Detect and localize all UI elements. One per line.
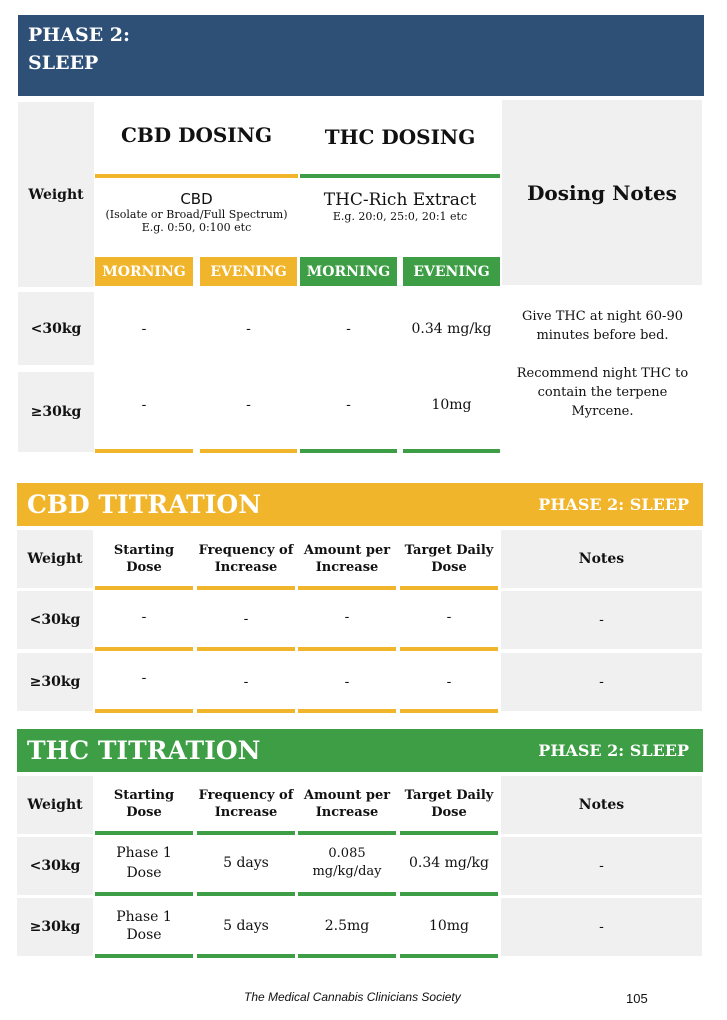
cbd-product-sub: (Isolate or Broad/Full Spectrum) — [105, 208, 288, 221]
cbd-row-2-notes: - — [501, 653, 702, 711]
phase-header-line1: PHASE 2: — [28, 24, 131, 46]
cbd-titration-title: CBD TITRATION — [27, 490, 262, 519]
thc-row-1-start: Phase 1 Dose — [116, 845, 172, 881]
cbd-product-eg: E.g. 0:50, 0:100 etc — [141, 221, 252, 234]
dosing-weight-header: Weight — [18, 102, 94, 287]
thc-morning-header: MORNING — [300, 257, 397, 286]
thc-product-eg: E.g. 20:0, 25:0, 20:1 etc — [332, 210, 468, 223]
thc-row-2-notes: - — [501, 898, 702, 956]
cbd-row-1-notes: - — [501, 591, 702, 649]
thc-titration-title: THC TITRATION — [27, 736, 261, 765]
cbd-header-bar — [298, 586, 396, 590]
thc-row-1-weight: <30kg — [17, 837, 93, 895]
cbd-header-bar — [95, 586, 193, 590]
cbd-row-bar — [298, 709, 396, 713]
thc-row-bar — [197, 954, 295, 958]
cbd-col-starting-dose: Starting Dose — [113, 543, 175, 575]
page-number: 105 — [626, 991, 648, 1006]
thc-header-bar — [197, 831, 295, 835]
thc-row-1-amount: 0.085 mg/kg/day — [312, 846, 382, 879]
thc-row-bar — [298, 954, 396, 958]
thc-header-bar — [95, 831, 193, 835]
cbd-row-2-weight: ≥30kg — [17, 653, 93, 711]
cbd-row-bar — [400, 709, 498, 713]
cbd-row-1-freq: - — [243, 611, 249, 627]
cbd-row-2-freq: - — [243, 674, 249, 690]
dosing-row-2-weight: ≥30kg — [18, 372, 94, 452]
dosing-bottom-bar — [95, 449, 193, 453]
thc-titration-phase: PHASE 2: SLEEP — [538, 741, 689, 760]
thc-row-1-target: 0.34 mg/kg — [408, 855, 490, 871]
cbd-row-bar — [400, 647, 498, 651]
dosing-notes-heading: Dosing Notes — [502, 100, 702, 285]
thc-row-bar — [197, 892, 295, 896]
cbd-row-2-amount: - — [344, 674, 350, 690]
thc-evening-header: EVENING — [403, 257, 500, 286]
thc-col-starting-dose: Starting Dose — [113, 788, 175, 820]
dosing-row-2-thc-morning: - — [346, 396, 351, 413]
cbd-row-1-start: - — [141, 609, 147, 625]
thc-titration-banner — [17, 729, 703, 772]
thc-heading-bar — [300, 174, 500, 178]
thc-row-1-freq: 5 days — [223, 855, 269, 871]
thc-row-1-notes: - — [501, 837, 702, 895]
thc-row-2-target: 10mg — [428, 918, 470, 934]
cbd-product — [95, 190, 298, 234]
cbd-row-bar — [197, 647, 295, 651]
cbd-evening-header: EVENING — [200, 257, 297, 286]
dosing-row-1-weight: <30kg — [18, 292, 94, 365]
cbd-row-bar — [95, 647, 193, 651]
cbd-dosing-heading: CBD DOSING — [120, 123, 273, 147]
cbd-row-2-target: - — [446, 674, 452, 690]
dosing-note-1: Give THC at night 60-90 minutes before bed. — [522, 309, 683, 343]
dosing-row-2-cbd-evening: - — [246, 396, 251, 413]
cbd-product-name: CBD — [180, 190, 213, 208]
cbd-morning-header: MORNING — [95, 257, 193, 286]
thc-row-bar — [95, 892, 193, 896]
dosing-row-1-cbd-morning: - — [141, 320, 147, 337]
footer-organization: The Medical Cannabis Clinicians Society — [244, 990, 461, 1004]
dosing-bottom-bar — [200, 449, 297, 453]
dosing-bottom-bar — [300, 449, 397, 453]
thc-header-bar — [298, 831, 396, 835]
thc-product — [300, 190, 500, 223]
dosing-row-2-thc-evening: 10mg — [431, 396, 472, 413]
dosing-row-1-thc-morning: - — [346, 320, 351, 337]
cbd-col-weight: Weight — [17, 530, 93, 588]
cbd-header-bar — [197, 586, 295, 590]
thc-col-amount: Amount per Increase — [303, 788, 391, 820]
cbd-col-amount: Amount per Increase — [303, 543, 391, 575]
cbd-row-1-weight: <30kg — [17, 591, 93, 649]
thc-col-frequency: Frequency of Increase — [198, 788, 294, 820]
cbd-titration-phase: PHASE 2: SLEEP — [538, 495, 689, 514]
cbd-row-1-target: - — [446, 609, 452, 625]
thc-row-bar — [95, 954, 193, 958]
cbd-col-notes: Notes — [501, 530, 702, 588]
cbd-row-1-amount: - — [344, 609, 350, 625]
dosing-row-1-thc-evening: 0.34 mg/kg — [411, 320, 492, 337]
thc-header-bar — [400, 831, 498, 835]
cbd-row-bar — [95, 709, 193, 713]
thc-row-2-start: Phase 1 Dose — [116, 909, 172, 943]
cbd-header-bar — [400, 586, 498, 590]
cbd-row-2-start: - — [141, 670, 147, 686]
cbd-col-target: Target Daily Dose — [404, 543, 494, 575]
dosing-bottom-bar — [403, 449, 500, 453]
phase-header — [18, 15, 704, 96]
dosing-row-1-cbd-evening: - — [246, 320, 251, 337]
cbd-titration-banner — [17, 483, 703, 526]
thc-row-2-freq: 5 days — [223, 918, 269, 934]
thc-col-weight: Weight — [17, 776, 93, 834]
thc-row-bar — [400, 954, 498, 958]
thc-col-notes: Notes — [501, 776, 702, 834]
cbd-col-frequency: Frequency of Increase — [198, 543, 294, 575]
cbd-row-bar — [197, 709, 295, 713]
phase-header-line2: SLEEP — [28, 52, 99, 74]
thc-product-name: THC-Rich Extract — [323, 190, 477, 210]
thc-row-bar — [400, 892, 498, 896]
cbd-row-bar — [298, 647, 396, 651]
thc-row-bar — [298, 892, 396, 896]
cbd-heading-bar — [95, 174, 298, 178]
thc-row-2-weight: ≥30kg — [17, 898, 93, 956]
dosing-note-2: Recommend night THC to contain the terpene Myrcene. — [516, 366, 689, 419]
thc-row-2-amount: 2.5mg — [324, 918, 370, 934]
thc-col-target: Target Daily Dose — [404, 788, 494, 820]
dosing-row-2-cbd-morning: - — [141, 396, 147, 413]
thc-dosing-heading: THC DOSING — [324, 125, 476, 149]
